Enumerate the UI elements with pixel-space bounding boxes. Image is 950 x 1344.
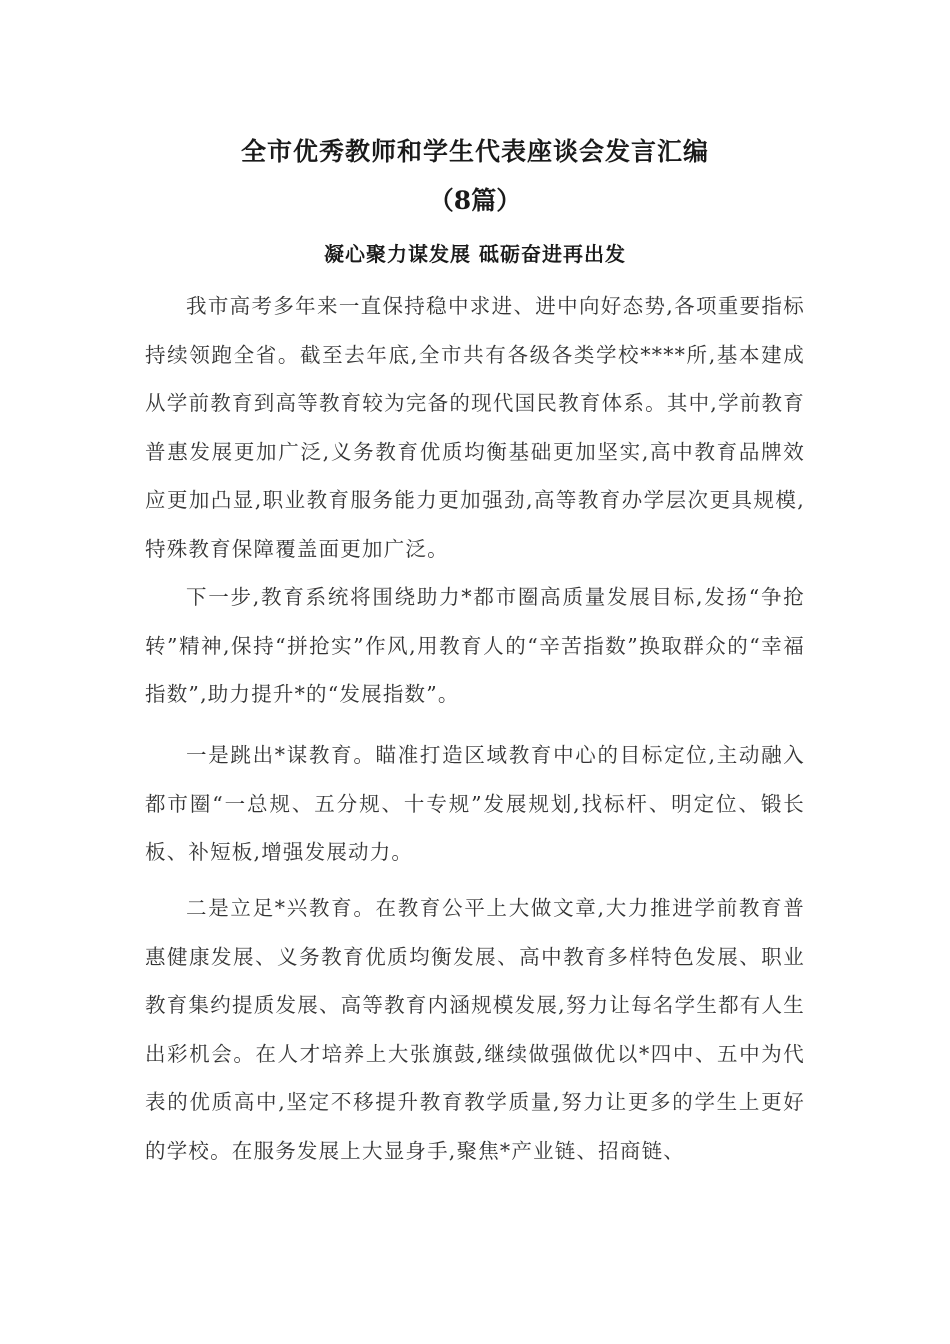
section-title: 凝心聚力谋发展 砥砺奋进再出发 — [324, 242, 626, 266]
document-subtitle: （8篇） — [428, 186, 522, 215]
body-paragraph: 一是跳出*谋教育。瞄准打造区域教育中心的目标定位,主动融入都市圈“一总规、五分规、十专规”发展规划,找标杆、明定位、锻长板、补短板,增强发展动力。 — [145, 743, 805, 864]
body-paragraph: 二是立足*兴教育。在教育公平上大做文章,大力推进学前教育普惠健康发展、义务教育优质均衡发展、高中教育多样特色发展、职业教育集约提质发展、高等教育内涵规模发展,努力让每名学生都有人生出彩机会。在人才培养上大张旗鼓,继续做强做优以*四中、五中为代表的优质高中,坚定不移提升教育教学质量,努力让更多的学生上更好的学校。在服务发展上大显身手,聚焦*产业链、招商链、 — [145, 896, 805, 1163]
body-paragraph: 我市高考多年来一直保持稳中求进、进中向好态势,各项重要指标持续领跑全省。截至去年底,全市共有各级各类学校****所,基本建成从学前教育到高等教育较为完备的现代国民教育体系。其中,学前教育普惠发展更加广泛,义务教育优质均衡基础更加坚实,高中教育品牌效应更加凸显,职业教育服务能力更加强劲,高等教育办学层次更具规模,特殊教育保障覆盖面更加广泛。 — [145, 294, 805, 561]
body-paragraph: 下一步,教育系统将围绕助力*都市圈高质量发展目标,发扬“争抢转”精神,保持“拼抢实”作风,用教育人的“辛苦指数”换取群众的“幸福指数”,助力提升*的“发展指数”。 — [145, 585, 805, 706]
document-title: 全市优秀教师和学生代表座谈会发言汇编 — [240, 137, 709, 166]
